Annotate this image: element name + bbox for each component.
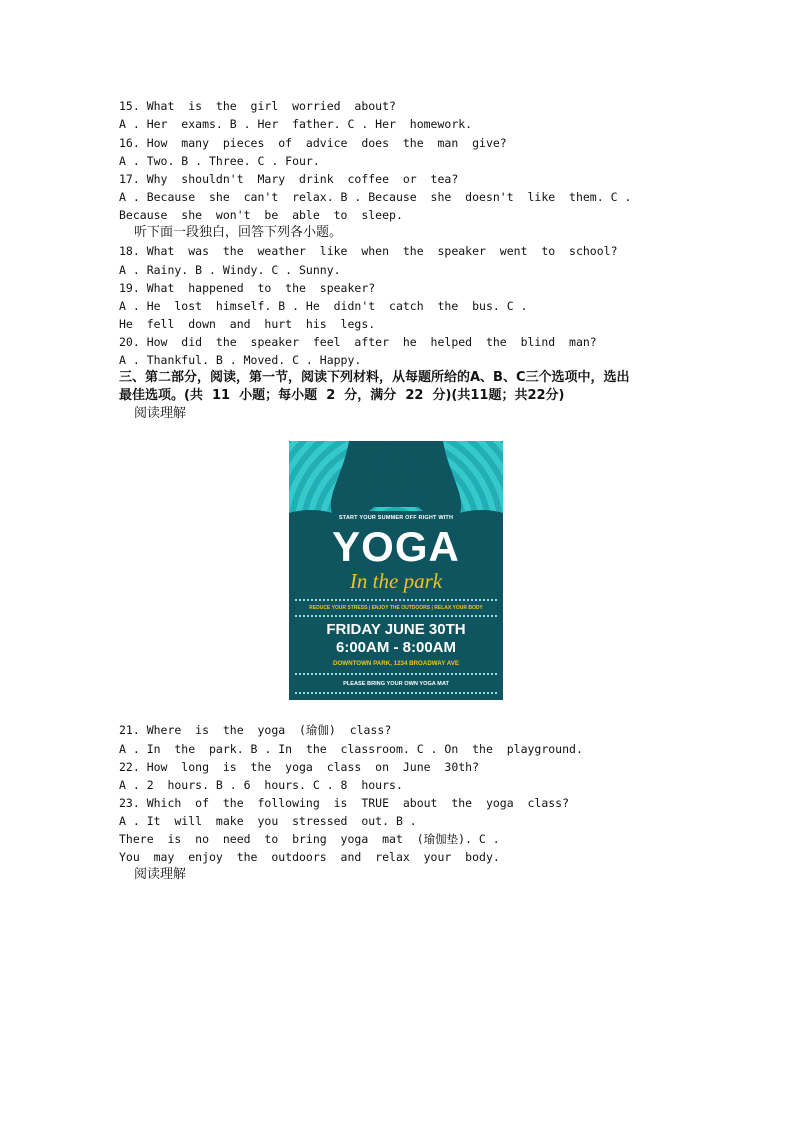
question-23: 23. Which of the following is TRUE about the yoga class? <box>119 796 570 810</box>
options-23: A . It will make you stressed out. B . <box>119 814 417 828</box>
options-20: A . Thankful. B . Moved. C . Happy. <box>119 353 362 367</box>
reading-label-2: 阅读理解 <box>134 867 187 882</box>
options-18: A . Rainy. B . Windy. C . Sunny. <box>119 263 341 277</box>
poster-divider <box>295 673 497 675</box>
poster-tagline: START YOUR SUMMER OFF RIGHT WITH <box>338 515 454 521</box>
section-instruction: 听下面一段独白，回答下列各小题。 <box>134 225 343 240</box>
part-heading: 三、第二部分，阅读，第一节，阅读下列材料，从每题所给的A、B、C三个选项中，选出 <box>119 370 630 385</box>
poster-location: DOWNTOWN PARK, 1234 BROADWAY AVE <box>333 660 459 667</box>
part-heading-cont: 最佳选项。(共 11 小题；每小题 2 分，满分 22 分)(共11题；共22分) <box>119 388 565 403</box>
options-15: A . Her exams. B . Her father. C . Her homework. <box>119 117 473 131</box>
poster-time: 6:00AM - 8:00AM <box>335 639 457 656</box>
question-18: 18. What was the weather like when the speaker went to school? <box>119 244 618 258</box>
question-15: 15. What is the girl worried about? <box>119 99 396 113</box>
question-16: 16. How many pieces of advice does the man give? <box>119 136 507 150</box>
question-20: 20. How did the speaker feel after he helped the blind man? <box>119 335 597 349</box>
poster-divider <box>295 599 497 601</box>
options-17: A . Because she can't relax. B . Because she doesn't like them. C . <box>119 190 632 204</box>
poster-divider <box>295 692 497 694</box>
options-19: A . He lost himself. B . He didn't catch the bus. C . <box>119 299 528 313</box>
question-19: 19. What happened to the speaker? <box>119 281 376 295</box>
reading-label: 阅读理解 <box>134 406 187 421</box>
poster-divider <box>295 615 497 617</box>
poster-title: YOGA <box>332 523 460 570</box>
options-21: A . In the park. B . In the classroom. C . On the playground. <box>119 742 583 756</box>
poster-mat-note: PLEASE BRING YOUR OWN YOGA MAT <box>343 681 449 687</box>
yoga-poster <box>289 441 503 700</box>
question-22: 22. How long is the yoga class on June 30th? <box>119 760 480 774</box>
options-23-cont: There is no need to bring yoga mat (瑜伽垫). C . <box>119 832 500 846</box>
options-16: A . Two. B . Three. C . Four. <box>119 154 320 168</box>
poster-subtitle: In the park <box>349 569 443 593</box>
poster-benefits: REDUCE YOUR STRESS | ENJOY THE OUTDOORS | RELAX YOUR BODY <box>309 605 483 611</box>
options-23-cont2: You may enjoy the outdoors and relax your body. <box>119 850 500 864</box>
options-17-cont: Because she won't be able to sleep. <box>119 208 403 222</box>
question-17: 17. Why shouldn't Mary drink coffee or tea? <box>119 172 459 186</box>
poster-date: FRIDAY JUNE 30TH <box>326 621 466 638</box>
options-19-cont: He fell down and hurt his legs. <box>119 317 376 331</box>
options-22: A . 2 hours. B . 6 hours. C . 8 hours. <box>119 778 403 792</box>
question-21: 21. Where is the yoga (瑜伽) class? <box>119 723 392 737</box>
